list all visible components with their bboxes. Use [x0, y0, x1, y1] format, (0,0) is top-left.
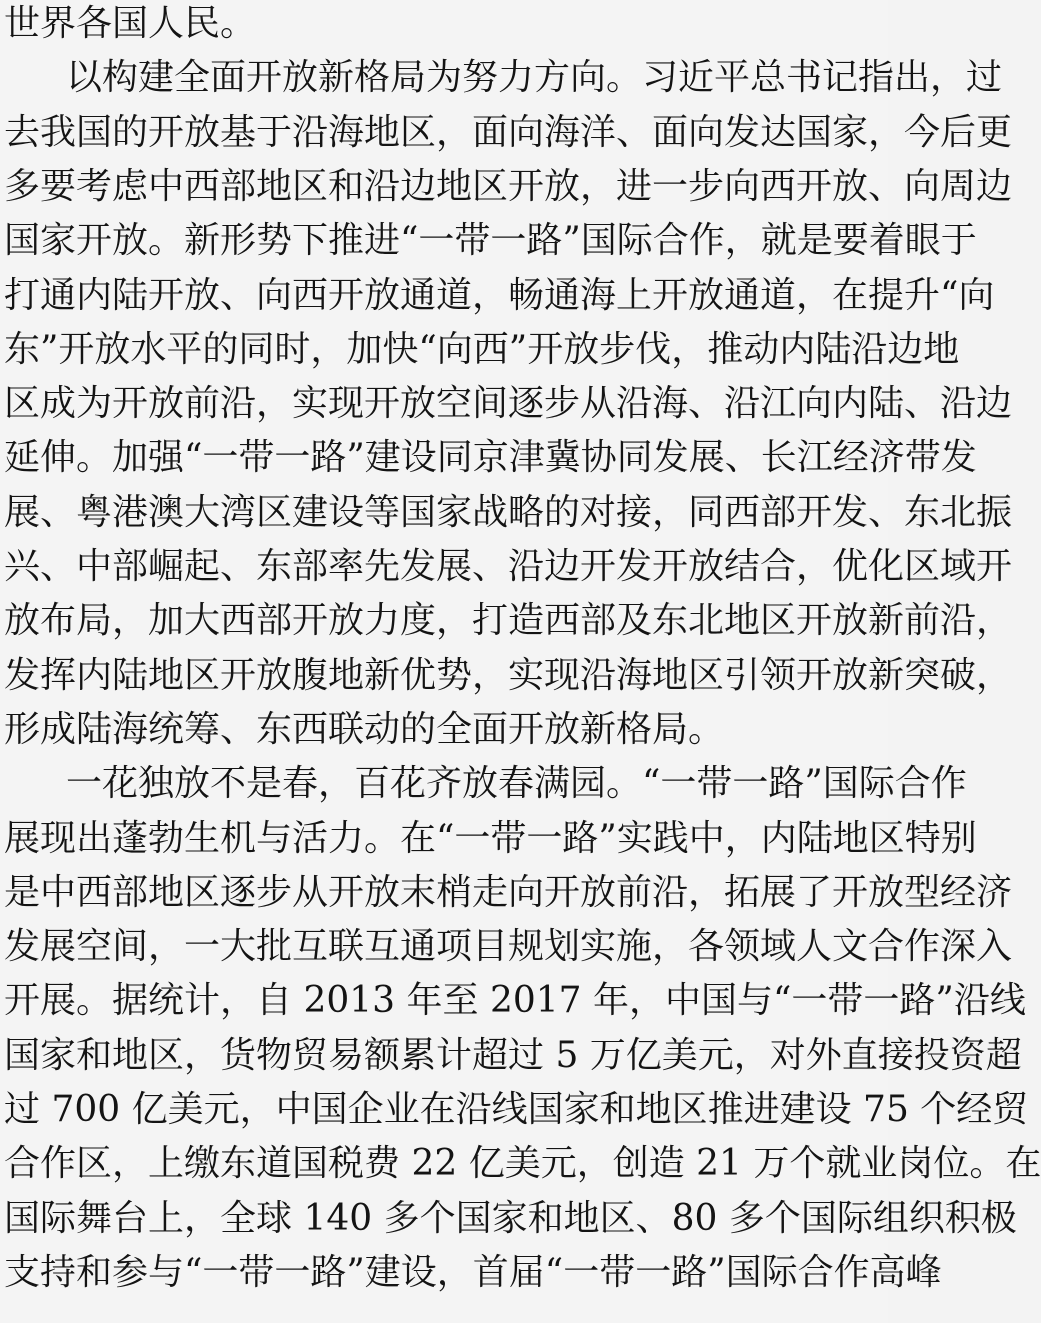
text-line: 开展。据统计，自 2013 年至 2017 年，中国与“一带一路”沿线: [4, 980, 1026, 1022]
text-line: 放布局，加大西部开放力度，打造西部及东北地区开放新前沿，: [4, 600, 1013, 642]
text-line: 去我国的开放基于沿海地区，面向海洋、面向发达国家，今后更: [4, 111, 1013, 153]
text-line: 区成为开放前沿，实现开放空间逐步从沿海、沿江向内陆、沿边: [4, 383, 1013, 425]
text-line: 支持和参与“一带一路”建设，首届“一带一路”国际合作高峰: [4, 1251, 942, 1293]
text-line: 形成陆海统筹、东西联动的全面开放新格局。: [4, 708, 725, 750]
text-line: 一花独放不是春，百花齐放春满园。“一带一路”国际合作: [66, 763, 967, 805]
text-line: 合作区，上缴东道国税费 22 亿美元，创造 21 万个就业岗位。在: [4, 1143, 1041, 1185]
text-line: 是中西部地区逐步从开放末梢走向开放前沿，拓展了开放型经济: [4, 871, 1013, 913]
text-line: 展、粤港澳大湾区建设等国家战略的对接，同西部开发、东北振: [4, 491, 1013, 533]
text-line: 发展空间，一大批互联互通项目规划实施，各领域人文合作深入: [4, 926, 1013, 968]
text-line: 国家开放。新形势下推进“一带一路”国际合作，就是要着眼于: [4, 220, 977, 262]
text-line: 兴、中部崛起、东部率先发展、沿边开发开放结合，优化区域开: [4, 546, 1013, 587]
text-line: 延伸。加强“一带一路”建设同京津冀协同发展、长江经济带发: [4, 437, 977, 479]
text-line: 东”开放水平的同时，加快“向西”开放步伐，推动内陆沿边地: [4, 328, 960, 370]
text-line: 以构建全面开放新格局为努力方向。习近平总书记指出，过: [66, 57, 1003, 99]
text-line: 过 700 亿美元，中国企业在沿线国家和地区推进建设 75 个经贸: [4, 1089, 1029, 1130]
text-line: 世界各国人民。: [4, 3, 257, 44]
text-line: 国家和地区，货物贸易额累计超过 5 万亿美元，对外直接投资超: [4, 1034, 1022, 1076]
text-line: 打通内陆开放、向西开放通道，畅通海上开放通道，在提升“向: [4, 274, 995, 316]
text-line: 多要考虑中西部地区和沿边地区开放，进一步向西开放、向周边: [4, 165, 1013, 207]
text-line: 国际舞台上，全球 140 多个国家和地区、80 多个国际组织积极: [4, 1197, 1017, 1239]
text-line: 发挥内陆地区开放腹地新优势，实现沿海地区引领开放新突破，: [4, 654, 1013, 696]
text-line: 展现出蓬勃生机与活力。在“一带一路”实践中，内陆地区特别: [4, 817, 977, 859]
